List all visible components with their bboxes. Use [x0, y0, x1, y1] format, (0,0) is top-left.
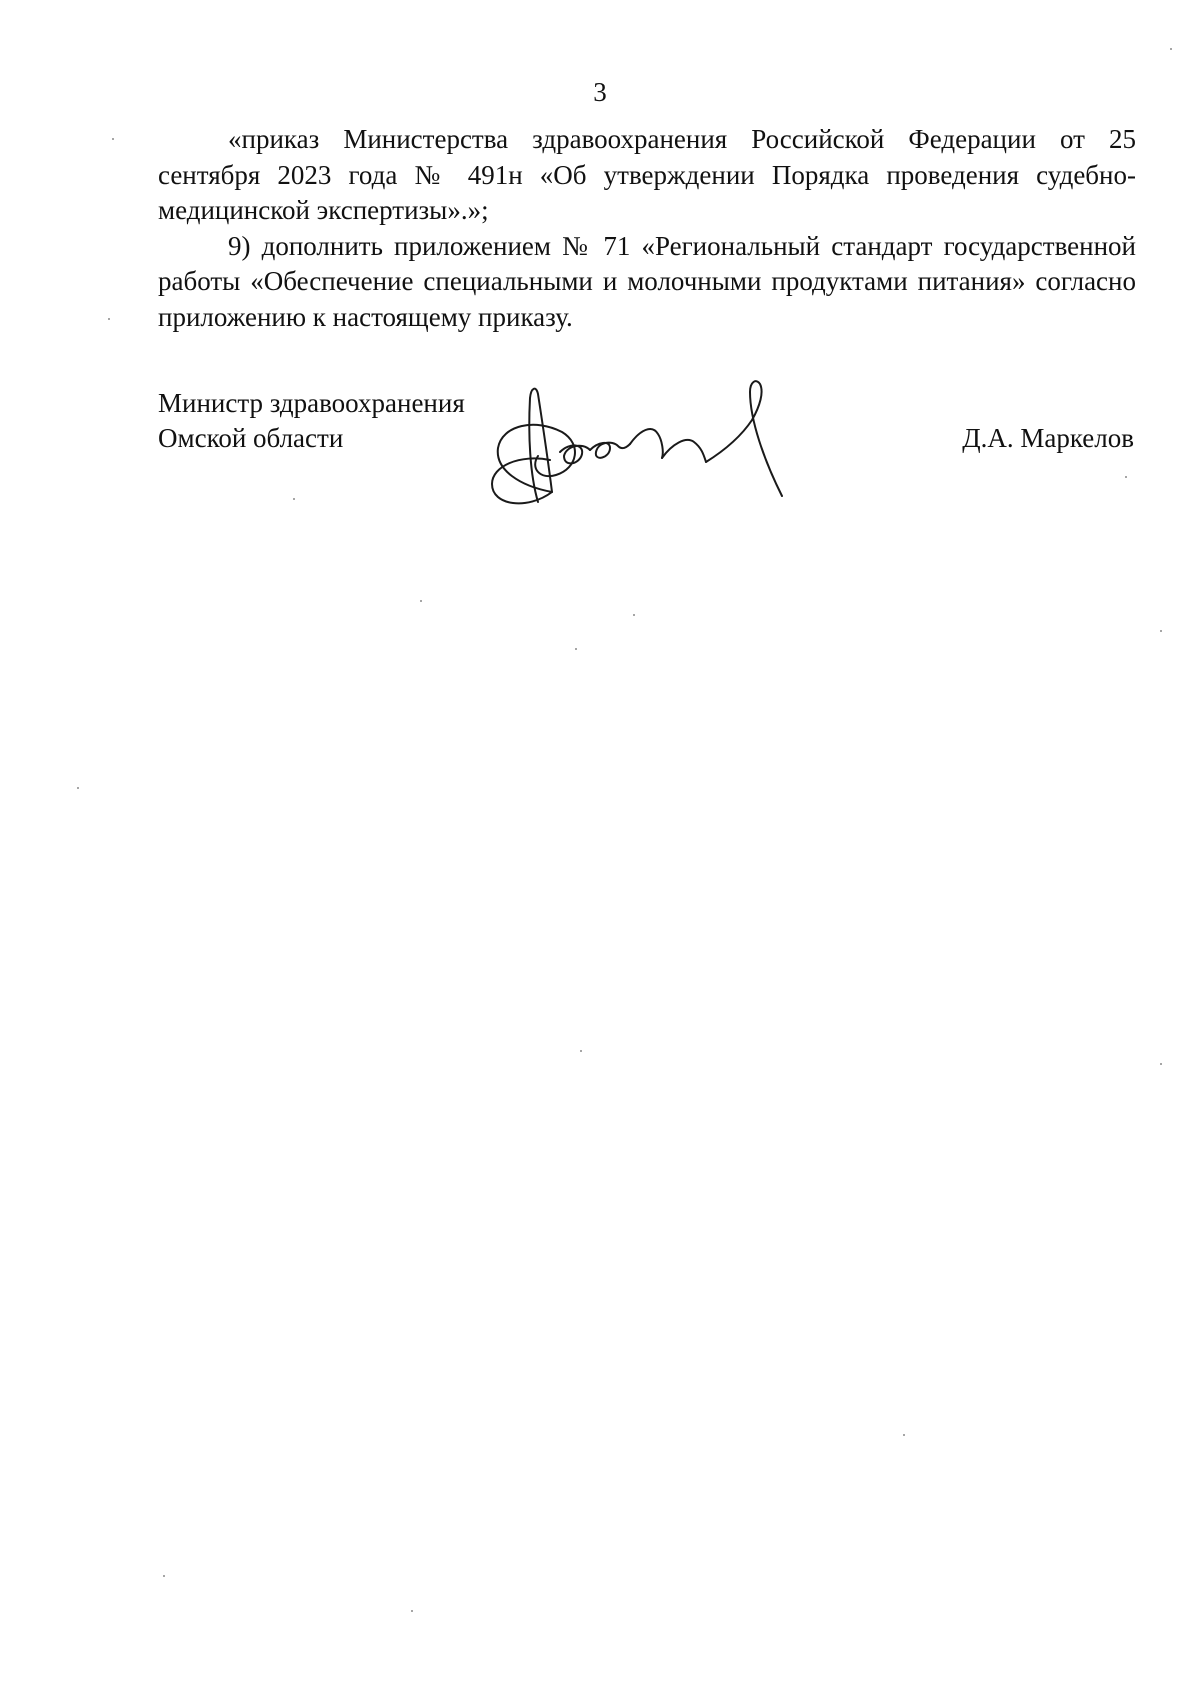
signatory-position: [158, 386, 465, 456]
paragraph-item-9: 9) дополнить приложением № 71 «Региональный стандарт государственной работы «Обеспечение специальными и молочными продуктами питания» согласно приложению к настоящему приказу.: [158, 230, 1136, 332]
scan-speck: [1160, 1063, 1162, 1065]
scan-speck: [163, 1575, 165, 1577]
scan-speck: [1125, 476, 1127, 478]
scan-speck: [108, 318, 110, 320]
signatory-name: Д.А. Маркелов: [962, 423, 1134, 453]
scan-speck: [580, 1050, 582, 1052]
signatory-position-line2: Омской области: [158, 423, 344, 453]
paragraph-order-reference: «приказ Министерства здравоохранения Российской Федерации от 25 сентября 2023 года № 491н «Об утверждении Порядка проведения судебно-медицинской экспертизы».»;: [158, 124, 1136, 225]
scan-speck: [112, 138, 114, 140]
signatory-position-line1: Министр здравоохранения: [158, 388, 465, 418]
scan-speck: [903, 1434, 905, 1436]
scan-speck: [1170, 48, 1172, 50]
scan-speck: [633, 614, 635, 616]
scan-speck: [1160, 630, 1162, 632]
document-body: [158, 122, 1136, 335]
scan-speck: [575, 648, 577, 650]
scan-speck: [77, 787, 79, 789]
handwritten-signature: [490, 380, 830, 530]
scan-speck: [411, 1610, 413, 1612]
scan-speck: [293, 498, 295, 500]
scan-speck: [420, 600, 422, 602]
page-number: 3: [593, 77, 607, 107]
